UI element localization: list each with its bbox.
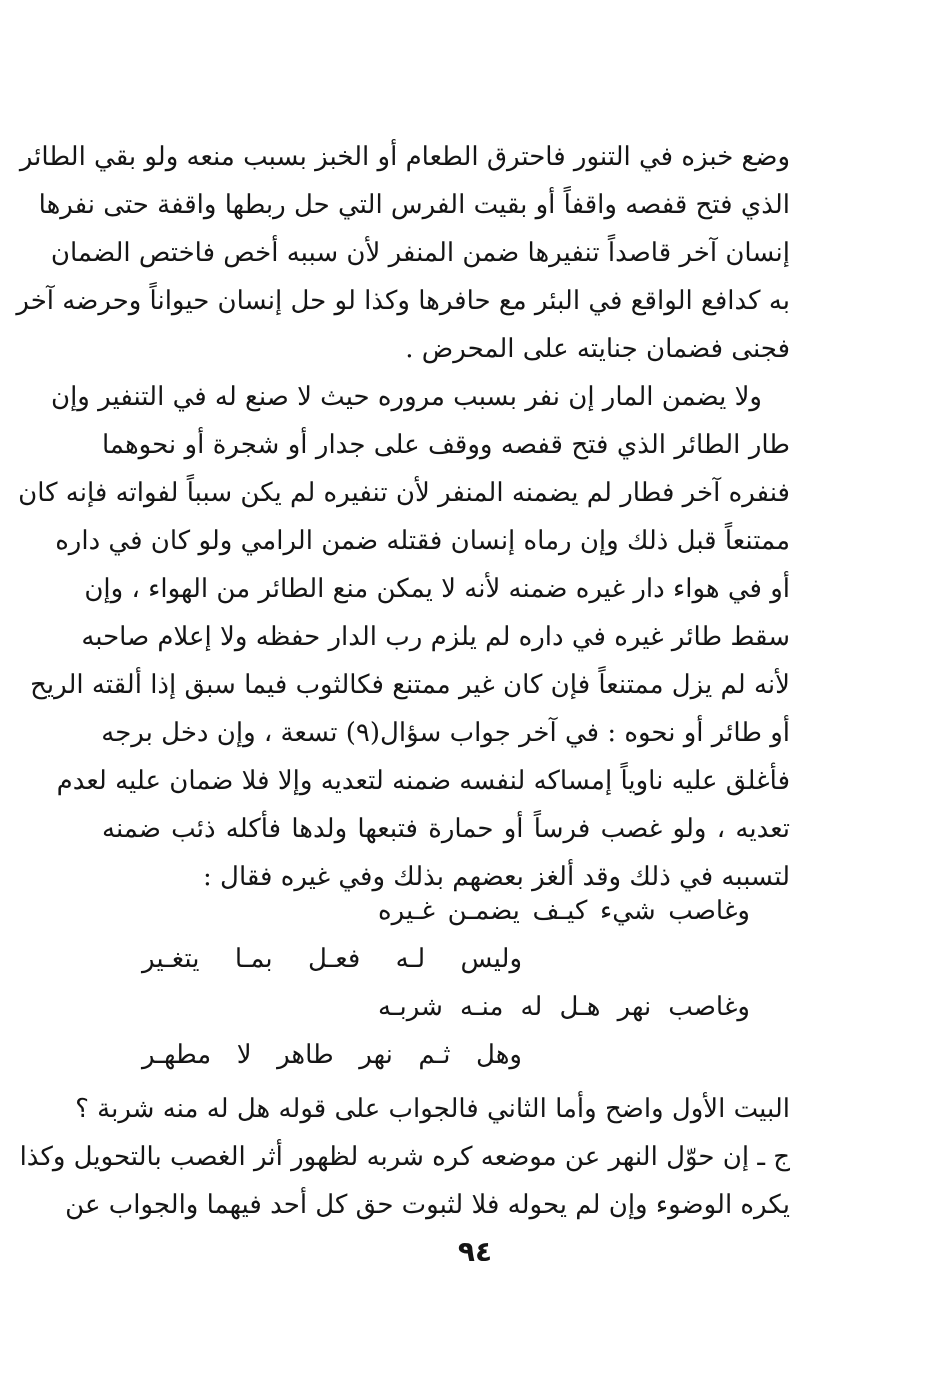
text-line: تعديه ، ولو غصب فرساً أو حمارة فتبعها ولدها فأكله ذئب ضمنه	[102, 814, 790, 844]
poem-verse-2: وليس لـه فعـل بمـا يتغـير	[142, 944, 522, 974]
poem-verse-4: وهل ثـم نهر طاهر لا مطهـر	[142, 1040, 522, 1070]
poem-verse-3: وغاصب نهر هـل له منـه شربـه	[378, 992, 750, 1022]
text-line: ج ـ إن حوّل النهر عن موضعه كره شربه لظهور أثر الغصب بالتحويل وكذا	[19, 1142, 790, 1172]
closing-paragraph	[19, 1085, 790, 1229]
text-line: ولا يضمن المار إن نفر بسبب مروره حيث لا صنع له في التنفير وإن	[50, 382, 762, 412]
text-line: فنفره آخر فطار لم يضمنه المنفر لأن تنفيره لم يكن سبباً لفواته فإنه كان	[18, 478, 790, 508]
text-line: يكره الوضوء وإن لم يحوله فلا لثبوت حق كل أحد فيهما والجواب عن	[65, 1190, 790, 1220]
text-line: أو في هواء دار غيره ضمنه لأنه لا يمكن منع الطائر من الهواء ، وإن	[84, 574, 790, 604]
text-line: طار الطائر الذي فتح قفصه ووقف على جدار أو شجرة أو نحوهما	[102, 430, 790, 460]
text-line: لأنه لم يزل ممتنعاً فإن كان غير ممتنع فكالثوب فيما سبق إذا ألقته الريح	[30, 670, 790, 700]
text-line: وضع خبزه في التنور فاحترق الطعام أو الخبز بسبب منعه ولو بقي الطائر	[19, 142, 790, 172]
text-line: الذي فتح قفصه واقفاً أو بقيت الفرس التي حل ربطها واقفة حتى نفرها	[38, 190, 790, 220]
text-line: فجنى فضمان جنايته على المحرض .	[405, 334, 790, 364]
text-line: سقط طائر غيره في داره لم يلزم رب الدار حفظه ولا إعلام صاحبه	[81, 622, 790, 652]
text-line: إنسان آخر قاصداً تنفيرها ضمن المنفر لأن سببه أخص فاختص الضمان	[50, 238, 790, 268]
text-line: لتسببه في ذلك وقد ألغز بعضهم بذلك وفي غيره فقال :	[203, 862, 790, 892]
paragraph-2	[18, 373, 790, 901]
text-line: به كدافع الواقع في البئر مع حافرها وكذا لو حل إنسان حيواناً وحرضه آخر	[16, 286, 790, 316]
text-line: أو طائر أو نحوه : في آخر جواب سؤال(٩) تسعة ، وإن دخل برجه	[101, 718, 790, 748]
text-line: البيت الأول واضح وأما الثاني فالجواب على قوله هل له منه شربة ؟	[75, 1094, 790, 1124]
page-number: ٩٤	[457, 1235, 493, 1268]
paragraph-1	[16, 133, 790, 373]
poem-verse-1: وغاصب شيء كيـف يضمـن غـيره	[378, 896, 750, 926]
text-line: فأغلق عليه ناوياً إمساكه لنفسه ضمنه لتعديه وإلا فلا ضمان عليه لعدم	[56, 766, 790, 796]
text-line: ممتنعاً قبل ذلك وإن رماه إنسان فقتله ضمن الرامي ولو كان في داره	[55, 526, 790, 556]
